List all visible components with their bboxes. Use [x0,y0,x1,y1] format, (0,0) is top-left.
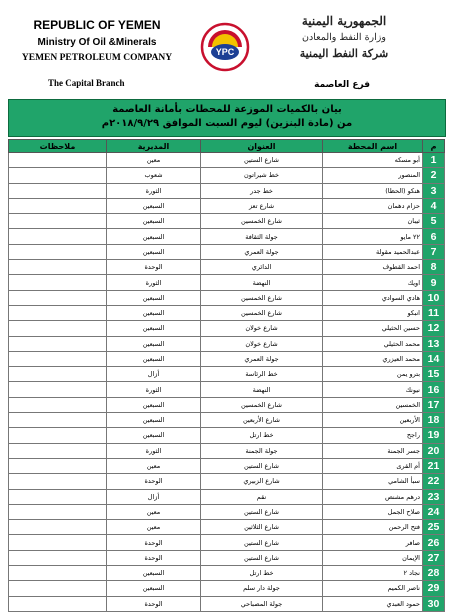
title-line-1: بيان بالكميات الموزعة للمحطات بأمانة العاصمة [112,104,342,115]
address-cell: شارع خولان [201,336,323,351]
row-number-cell: 13 [423,336,445,351]
station-name-cell: نجاد ٢ [323,566,423,581]
station-name-cell: أم القرى [323,458,423,473]
station-name-cell: الخمسين [323,397,423,412]
address-cell: شارع الستين [201,458,323,473]
district-cell: معين [107,520,201,535]
district-cell: الوحدة [107,474,201,489]
row-number-cell: 18 [423,413,445,428]
district-cell: الوحدة [107,550,201,565]
station-name-cell: هادي السوادي [323,290,423,305]
table-header-row [9,140,445,153]
address-cell: النهضة [201,382,323,397]
address-cell: النهضة [201,275,323,290]
table-row [9,229,445,244]
row-number-cell: 17 [423,397,445,412]
notes-cell [9,321,107,336]
district-cell: الوحدة [107,535,201,550]
address-cell: شارع الخمسين [201,290,323,305]
table-row [9,428,445,443]
notes-cell [9,336,107,351]
notes-cell [9,275,107,290]
district-cell: السبعين [107,351,201,366]
table-row [9,305,445,320]
address-cell: خط جدر [201,183,323,198]
address-cell: جولة المصباحي [201,596,323,611]
header-notes: ملاحظات [9,140,107,153]
address-cell: خط شيراتون [201,168,323,183]
district-cell: السبعين [107,566,201,581]
table-row [9,535,445,550]
address-cell: شارع الخمسين [201,214,323,229]
row-number-cell: 29 [423,581,445,596]
station-name-cell: نيونك [323,382,423,397]
notes-cell [9,504,107,519]
table-row [9,260,445,275]
table-row [9,581,445,596]
notes-cell [9,367,107,382]
table-row [9,382,445,397]
district-cell: معين [107,153,201,168]
district-cell: معين [107,504,201,519]
table-row [9,413,445,428]
district-cell: السبعين [107,198,201,213]
district-cell: السبعين [107,229,201,244]
row-number-cell: 6 [423,229,445,244]
station-name-cell: صلاح الجمل [323,504,423,519]
ar-company-title: شركة النفط اليمنية [299,47,389,60]
notes-cell [9,244,107,259]
table-row [9,290,445,305]
row-number-cell: 8 [423,260,445,275]
title-line-2: من (مادة البنزين) ليوم السبت الموافق ٢٠١٨/٩/٢٩م [101,118,353,129]
district-cell: السبعين [107,581,201,596]
row-number-cell: 26 [423,535,445,550]
district-cell: السبعين [107,214,201,229]
district-cell: السبعين [107,413,201,428]
row-number-cell: 20 [423,443,445,458]
station-name-cell: بترو يمن [323,367,423,382]
station-name-cell: محمد الحثيلي [323,336,423,351]
station-name-cell: جسر الجمنة [323,443,423,458]
notes-cell [9,214,107,229]
table-row [9,520,445,535]
arabic-letterhead [274,14,414,60]
letterhead [0,0,454,96]
ar-republic-title: الجمهورية اليمنية [301,14,387,28]
table-row [9,367,445,382]
address-cell: شارع تعز [201,198,323,213]
address-cell: الدائري [201,260,323,275]
table-row [9,183,445,198]
address-cell: شارع الستين [201,153,323,168]
address-cell: خط الرئاسة [201,367,323,382]
table-row [9,566,445,581]
notes-cell [9,474,107,489]
station-name-cell: ناصر الكميم [323,581,423,596]
header-station: اسم المحطة [323,140,423,153]
station-name-cell: انبكو [323,305,423,320]
address-cell: شارع الثلاثين [201,520,323,535]
document-title-bar [8,99,446,137]
table-row [9,321,445,336]
row-number-cell: 21 [423,458,445,473]
notes-cell [9,382,107,397]
notes-cell [9,535,107,550]
table-row [9,336,445,351]
address-cell: شارع الخمسين [201,397,323,412]
address-cell: شارع الزبيري [201,474,323,489]
address-cell: شارع الستين [201,550,323,565]
station-name-cell: حزام دهمان [323,198,423,213]
row-number-cell: 12 [423,321,445,336]
district-cell: معين [107,458,201,473]
notes-cell [9,168,107,183]
table-row [9,244,445,259]
district-cell: أزال [107,489,201,504]
address-cell: جولة دار سلم [201,581,323,596]
notes-cell [9,581,107,596]
address-cell: جولة العمري [201,244,323,259]
address-cell: شارع الستين [201,504,323,519]
station-name-cell: حسين الحثيلي [323,321,423,336]
table-body [9,153,445,612]
ar-ministry-title: وزارة النفط والمعادن [302,32,386,43]
notes-cell [9,397,107,412]
notes-cell [9,183,107,198]
table-row [9,153,445,168]
notes-cell [9,153,107,168]
row-number-cell: 19 [423,428,445,443]
row-number-cell: 14 [423,351,445,366]
notes-cell [9,596,107,611]
row-number-cell: 7 [423,244,445,259]
district-cell: شعوب [107,168,201,183]
notes-cell [9,260,107,275]
station-name-cell: سبأ الشامي [323,474,423,489]
district-cell: الثورة [107,443,201,458]
en-branch-title: The Capital Branch [48,78,125,88]
district-cell: السبعين [107,305,201,320]
address-cell: شارع الخمسين [201,305,323,320]
district-cell: الثورة [107,183,201,198]
row-number-cell: 22 [423,474,445,489]
notes-cell [9,428,107,443]
station-name-cell: احمد القطوف [323,260,423,275]
district-cell: أزال [107,367,201,382]
logo-text: YPC [215,47,235,57]
station-name-cell: راجح [323,428,423,443]
table-row [9,550,445,565]
table-row [9,351,445,366]
stations-table [8,139,445,612]
english-letterhead [12,18,182,63]
notes-cell [9,489,107,504]
notes-cell [9,351,107,366]
district-cell: السبعين [107,321,201,336]
notes-cell [9,290,107,305]
table-row [9,168,445,183]
notes-cell [9,566,107,581]
row-number-cell: 5 [423,214,445,229]
district-cell: السبعين [107,336,201,351]
address-cell: شارع الستين [201,535,323,550]
district-cell: الوحدة [107,596,201,611]
table-row [9,275,445,290]
row-number-cell: 30 [423,596,445,611]
table-row [9,596,445,611]
table-row [9,504,445,519]
en-company-title: YEMEN PETROLEUM COMPANY [21,53,173,63]
notes-cell [9,413,107,428]
district-cell: الثورة [107,382,201,397]
row-number-cell: 25 [423,520,445,535]
station-name-cell: اويك [323,275,423,290]
station-name-cell: محمد العيزري [323,351,423,366]
notes-cell [9,229,107,244]
en-ministry-title: Ministry Of Oil &Minerals [37,37,157,48]
row-number-cell: 1 [423,153,445,168]
row-number-cell: 23 [423,489,445,504]
ar-branch-title: فرع العاصمة [314,80,370,90]
district-cell: الثورة [107,275,201,290]
address-cell: خط ارتل [201,566,323,581]
address-cell: جولة الجمنة [201,443,323,458]
ypc-logo-icon [200,22,250,72]
row-number-cell: 27 [423,550,445,565]
notes-cell [9,443,107,458]
station-name-cell: الأربعين [323,413,423,428]
row-number-cell: 2 [423,168,445,183]
address-cell: شارع خولان [201,321,323,336]
address-cell: جولة الثقافة [201,229,323,244]
station-name-cell: عبدالحميد مقولة [323,244,423,259]
row-number-cell: 28 [423,566,445,581]
address-cell: نقم [201,489,323,504]
district-cell: الوحدة [107,260,201,275]
notes-cell [9,198,107,213]
station-name-cell: المنصور [323,168,423,183]
row-number-cell: 3 [423,183,445,198]
notes-cell [9,520,107,535]
row-number-cell: 9 [423,275,445,290]
header-address: العنوان [201,140,323,153]
notes-cell [9,550,107,565]
row-number-cell: 16 [423,382,445,397]
station-name-cell: درهم مشنص [323,489,423,504]
header-district: المديرية [107,140,201,153]
row-number-cell: 11 [423,305,445,320]
district-cell: السبعين [107,428,201,443]
station-name-cell: هنكو (الحظا) [323,183,423,198]
district-cell: السبعين [107,397,201,412]
station-name-cell: فتح الرحمن [323,520,423,535]
table-row [9,397,445,412]
address-cell: خط ارتل [201,428,323,443]
district-cell: السبعين [107,244,201,259]
address-cell: جولة العمري [201,351,323,366]
row-number-cell: 10 [423,290,445,305]
station-name-cell: صافر [323,535,423,550]
row-number-cell: 24 [423,504,445,519]
station-name-cell: أبو مسكه [323,153,423,168]
table-row [9,489,445,504]
table-row [9,214,445,229]
station-name-cell: ثيبان [323,214,423,229]
row-number-cell: 15 [423,367,445,382]
notes-cell [9,305,107,320]
district-cell: السبعين [107,290,201,305]
station-name-cell: ٢٢ مايو [323,229,423,244]
en-republic-title: REPUBLIC OF YEMEN [33,18,161,32]
header-number: م [423,140,445,153]
table-row [9,474,445,489]
row-number-cell: 4 [423,198,445,213]
address-cell: شارع الأربعين [201,413,323,428]
station-name-cell: حمود العبدي [323,596,423,611]
table-row [9,443,445,458]
notes-cell [9,458,107,473]
station-name-cell: الإيمان [323,550,423,565]
table-row [9,458,445,473]
table-row [9,198,445,213]
